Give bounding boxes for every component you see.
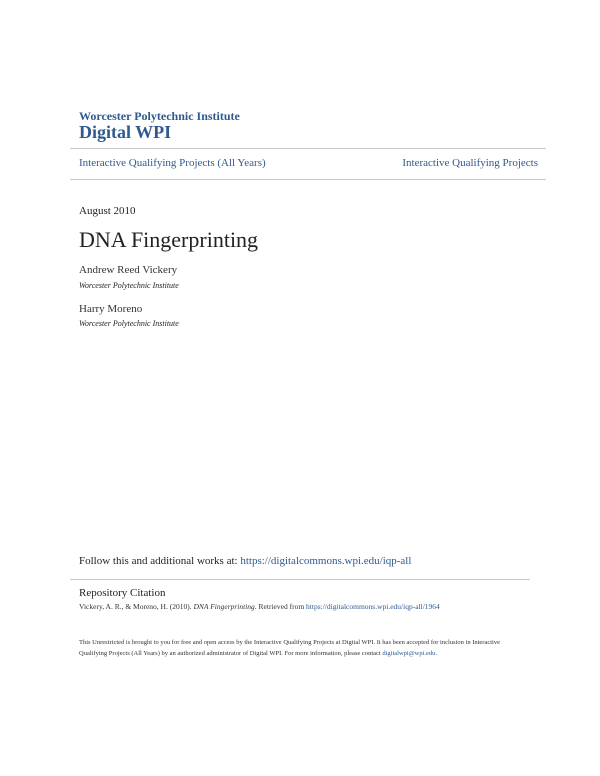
author-affiliation: Worcester Polytechnic Institute [79,281,179,290]
citation-divider [70,579,530,580]
follow-text: Follow this and additional works at: [79,555,241,567]
notice-end: . [435,650,438,657]
paper-title: DNA Fingerprinting [79,227,259,252]
nav-link-iqp[interactable]: Interactive Qualifying Projects [402,157,538,169]
author-name: Andrew Reed Vickery [79,264,178,276]
author-name: Harry Moreno [79,303,143,315]
contact-email-link[interactable]: digitalwpi@wpi.edu [382,650,436,657]
access-notice [79,637,529,659]
institution-name: Worcester Polytechnic Institute [79,109,240,123]
repository-name[interactable]: Digital WPI [79,122,172,142]
publication-date: August 2010 [79,205,136,217]
author-affiliation: Worcester Polytechnic Institute [79,319,179,328]
citation-text [79,602,440,611]
citation-link[interactable]: https://digitalcommons.wpi.edu/iqp-all/1964 [306,602,440,611]
citation-middle: . Retrieved from [254,602,307,611]
notice-text: This Unrestricted is brought to you for free and open access by the Interactive Qualifying Projects at Digital WPI. It has been accepted for inclusion in Interactive Qualifying Projects (All Years) by an authorized administrator of Digital WPI. For more information, please contact [79,639,500,657]
citation-heading: Repository Citation [79,587,166,599]
nav-link-all-years[interactable]: Interactive Qualifying Projects (All Years) [79,157,266,169]
nav-divider [70,179,546,180]
header-divider [70,148,546,149]
follow-link[interactable]: https://digitalcommons.wpi.edu/iqp-all [240,555,412,567]
citation-prefix: Vickery, A. R., & Moreno, H. (2010). [79,602,194,611]
citation-title: DNA Fingerprinting [193,602,255,611]
follow-line [79,555,411,567]
